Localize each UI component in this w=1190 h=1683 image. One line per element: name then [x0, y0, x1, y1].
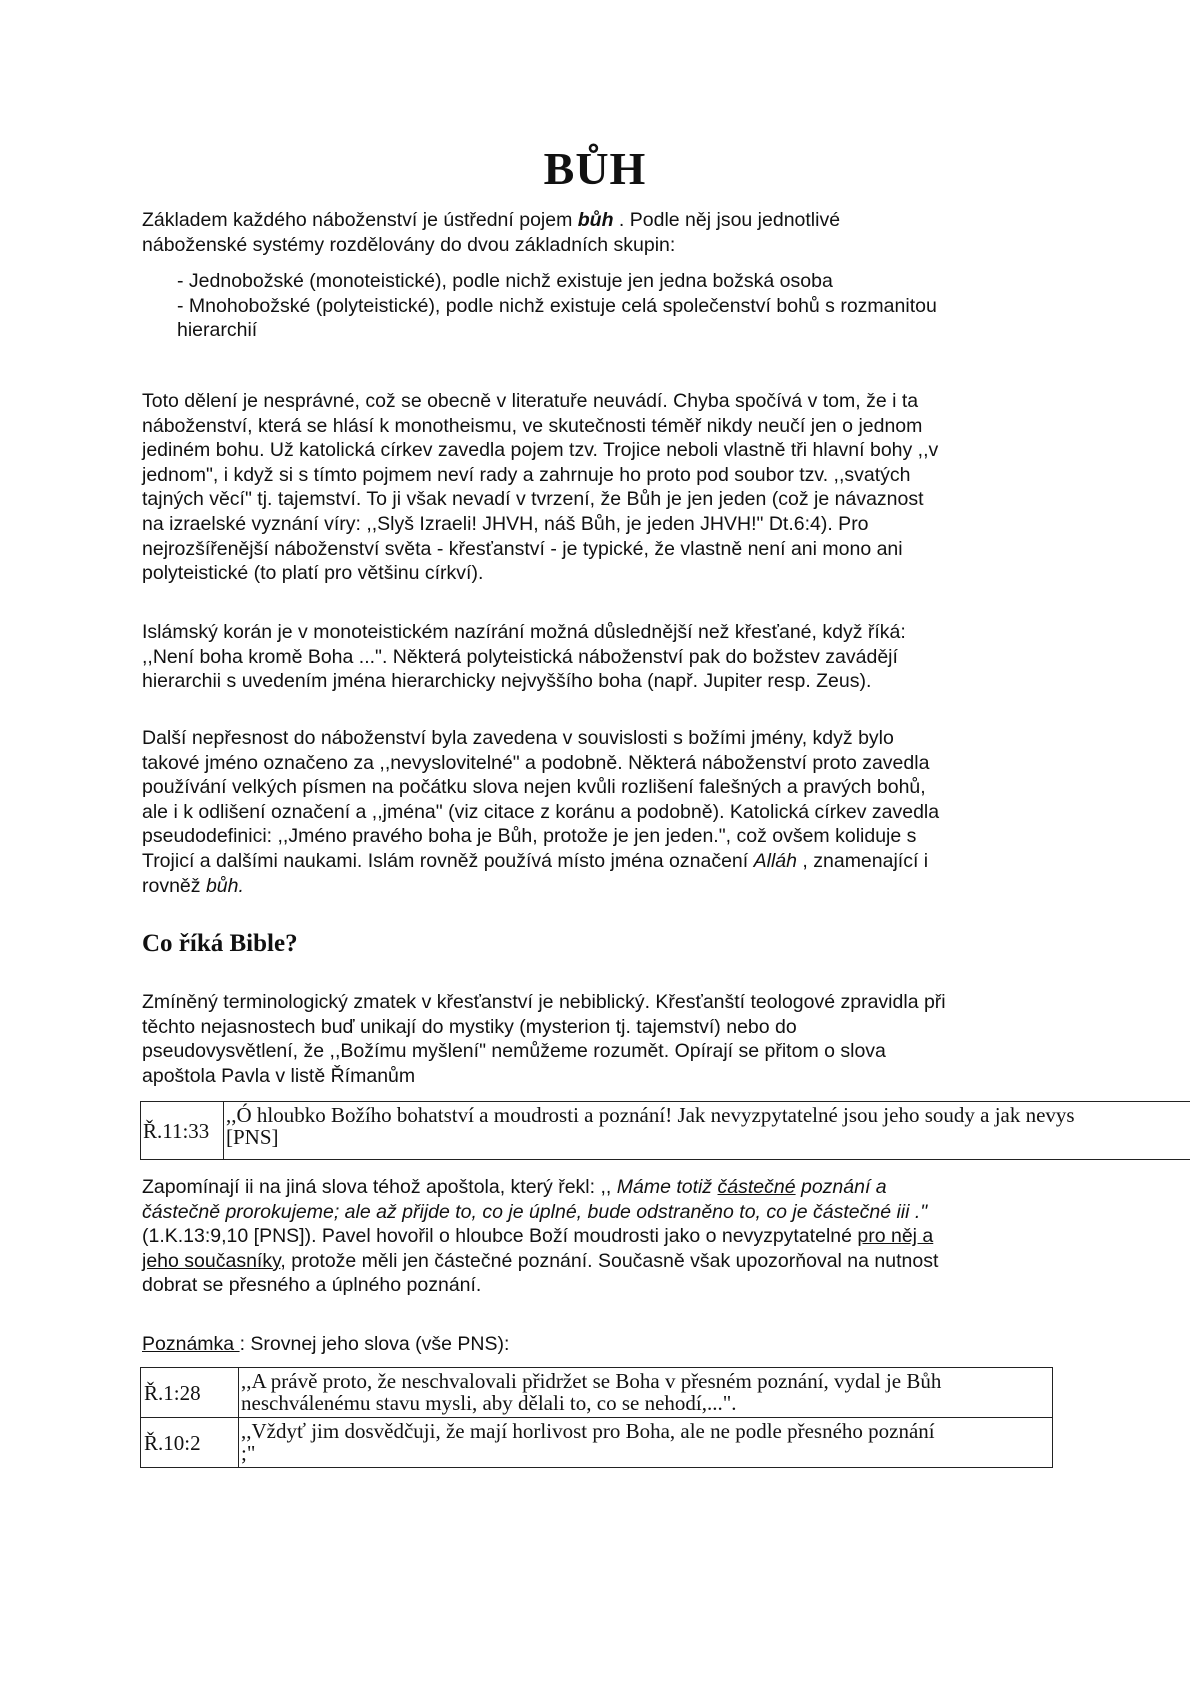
- list-item: - Mnohobožské (polyteistické), podle nichž existuje celá společenství bohů s rozmanitou: [177, 294, 937, 317]
- note-content: [142, 1332, 1082, 1357]
- paragraph-line: [142, 1224, 1082, 1249]
- italic-quote: poznání a: [795, 1176, 887, 1198]
- category-list: [177, 269, 1117, 343]
- paragraph-3: [142, 620, 1082, 694]
- note-text: : Srovnej jeho slova (vše PNS):: [239, 1333, 510, 1355]
- paragraph-2: [142, 389, 1082, 586]
- note-line: [142, 1332, 1082, 1357]
- paragraph-line: náboženství, která se hlásí k monotheismu, ve skutečnosti téměř nikdy neučí jen o jednom: [142, 414, 923, 437]
- scripture-table-1: [140, 1101, 1190, 1160]
- quote-line: ,,Ó hloubko Božího bohatství a moudrosti a poznání! Jak nevyzpytatelné jsou jeho soudy a jak nevys: [226, 1103, 1075, 1127]
- table-row: [141, 1418, 1053, 1468]
- paragraph-line: Zmíněný terminologický zmatek v křesťanství je nebiblický. Křesťanští teologové zpravidla při: [142, 991, 946, 1013]
- italic-term: Alláh: [753, 849, 797, 872]
- paragraph-text: rovněž: [142, 874, 206, 897]
- paragraph-line: hierarchii s uvedením jména hierarchicky nejvyššího boha (např. Jupiter resp. Zeus).: [142, 670, 872, 693]
- intro-text: Základem každého náboženství je ústřední pojem: [142, 209, 578, 231]
- reference-cell: Ř.1:28: [141, 1368, 239, 1418]
- paragraph-line: pseudodefinici: ,,Jméno pravého boha je Bůh, protože je jen jeden.", což ovšem koliduje s: [142, 825, 917, 848]
- paragraph-4: [142, 726, 1082, 898]
- note-label: Poznámka: [142, 1333, 240, 1355]
- paragraph-line: Další nepřesnost do náboženství byla zavedena v souvislosti s božími jmény, když bylo: [142, 727, 894, 749]
- paragraph-text: Zapomínají ii na jiná slova téhož apoštola, který řekl: ,,: [142, 1176, 617, 1198]
- table-row: [141, 1102, 1190, 1160]
- italic-quote-line: částečně prorokujeme; ale až přijde to, co je úplné, bude odstraněno to, co je částečné iii .": [142, 1200, 928, 1223]
- paragraph-text: Trojicí a dalšími naukami. Islám rovněž používá místo jména označení: [142, 849, 754, 872]
- paragraph-line: používání velkých písmen na počátku slova nejen kvůli rozlišení falešných a pravých bohů,: [142, 776, 926, 799]
- reference-cell: Ř.11:33: [141, 1102, 224, 1160]
- paragraph-text: (1.K.13:9,10 [PNS]). Pavel hovořil o hloubce Boží moudrosti jako o nevyzpytatelné: [142, 1225, 858, 1248]
- bold-term: bůh: [577, 209, 614, 231]
- paragraph-line: [142, 874, 1082, 899]
- paragraph-line: ,,Není boha kromě Boha ...". Některá polyteistická náboženství pak do božstev zavádějí: [142, 645, 898, 668]
- scripture-table-2: [140, 1367, 1053, 1468]
- list-item: hierarchií: [177, 319, 258, 342]
- intro-line-2: náboženské systémy rozdělovány do dvou základních skupin:: [142, 233, 676, 256]
- paragraph-line: těchto nejasnostech buď unikají do mystiky (mysterion tj. tajemství) nebo do: [142, 1015, 797, 1038]
- intro-text: . Podle něj jsou jednotlivé: [613, 209, 841, 231]
- paragraph-line: na izraelské vyznání víry: ,,Slyš Izraeli! JHVH, náš Bůh, je jeden JHVH!" Dt.6:4). Pro: [142, 512, 869, 535]
- paragraph-6: [142, 1175, 1082, 1298]
- paragraph-line: Toto dělení je nesprávné, což se obecně v literatuře neuvádí. Chyba spočívá v tom, že i ta: [142, 390, 919, 412]
- quote-line: ,,A právě proto, že neschvalovali přidržet se Boha v přesném poznání, vydal je Bůh: [241, 1369, 942, 1393]
- paragraph-line: [142, 849, 1082, 874]
- intro-line-1: [142, 208, 1082, 233]
- quote-line: ,,Vždyť jim dosvědčuji, že mají horlivost pro Boha, ale ne podle přesného poznání: [241, 1419, 935, 1443]
- quote-line: ;": [241, 1441, 256, 1465]
- paragraph-text: , protože měli jen částečné poznání. Současně však upozorňoval na nutnost: [280, 1249, 939, 1272]
- paragraph-line: jediném bohu. Už katolická církev zavedla pojem tzv. Trojice neboli vlastně tři hlavní bohy ,,v: [142, 439, 939, 462]
- paragraph-line: pseudovysvětlení, že ,,Božímu myšlení" nemůžeme rozumět. Opírají se přitom o slova: [142, 1040, 886, 1063]
- underlined-term: jeho současníky: [142, 1249, 281, 1272]
- list-item: - Jednobožské (monoteistické), podle nichž existuje jen jedna božská osoba: [177, 270, 833, 292]
- italic-quote: Máme totiž: [616, 1176, 718, 1198]
- italic-term: bůh.: [205, 874, 244, 897]
- paragraph-line: [142, 1175, 1082, 1200]
- section-heading: Co říká Bible?: [142, 930, 298, 957]
- quote-line: [PNS]: [226, 1125, 279, 1149]
- paragraph-line: nejrozšířenější náboženství světa - křesťanství - je typické, že vlastně není ani mono ani: [142, 537, 903, 560]
- paragraph-line: ale i k odlišení označení a ,,jména" (viz citace z koránu a podobně). Katolická církev zavedla: [142, 800, 940, 823]
- quote-line: neschválenému stavu mysli, aby dělali to, co se nehodí,...".: [241, 1391, 737, 1415]
- paragraph-line: takové jméno označeno za ,,nevyslovitelné" a podobně. Některá náboženství proto zavedla: [142, 751, 930, 774]
- paragraph-line: dobrat se přesného a úplného poznání.: [142, 1274, 482, 1297]
- paragraph-line: jednom", i když si s tímto pojmem neví rady a zahrnuje ho proto pod soubor tzv. ,,svatých: [142, 463, 911, 486]
- paragraph-line: polyteistické (to platí pro většinu církví).: [142, 562, 484, 585]
- paragraph-text: , znamenající i: [797, 849, 929, 872]
- table-row: [141, 1368, 1053, 1418]
- underlined-term: částečné: [717, 1176, 796, 1198]
- page-title: BŮH: [543, 143, 647, 194]
- paragraph-line: Islámský korán je v monoteistickém nazírání možná důslednější než křesťané, když říká:: [142, 621, 906, 643]
- paragraph-line: apoštola Pavla v listě Římanům: [142, 1064, 416, 1087]
- paragraph-line: tajných věcí" tj. tajemství. To ji však nevadí v tvrzení, že Bůh je jen jeden (což je návaznost: [142, 488, 924, 511]
- underlined-term: pro něj a: [857, 1225, 934, 1248]
- reference-cell: Ř.10:2: [141, 1418, 239, 1468]
- paragraph-line: [142, 1249, 1082, 1274]
- paragraph-5: [142, 990, 1082, 1088]
- quote-cell: [239, 1418, 1053, 1468]
- quote-cell: [224, 1102, 1190, 1160]
- quote-cell: [239, 1368, 1053, 1418]
- intro-paragraph: [142, 208, 1082, 257]
